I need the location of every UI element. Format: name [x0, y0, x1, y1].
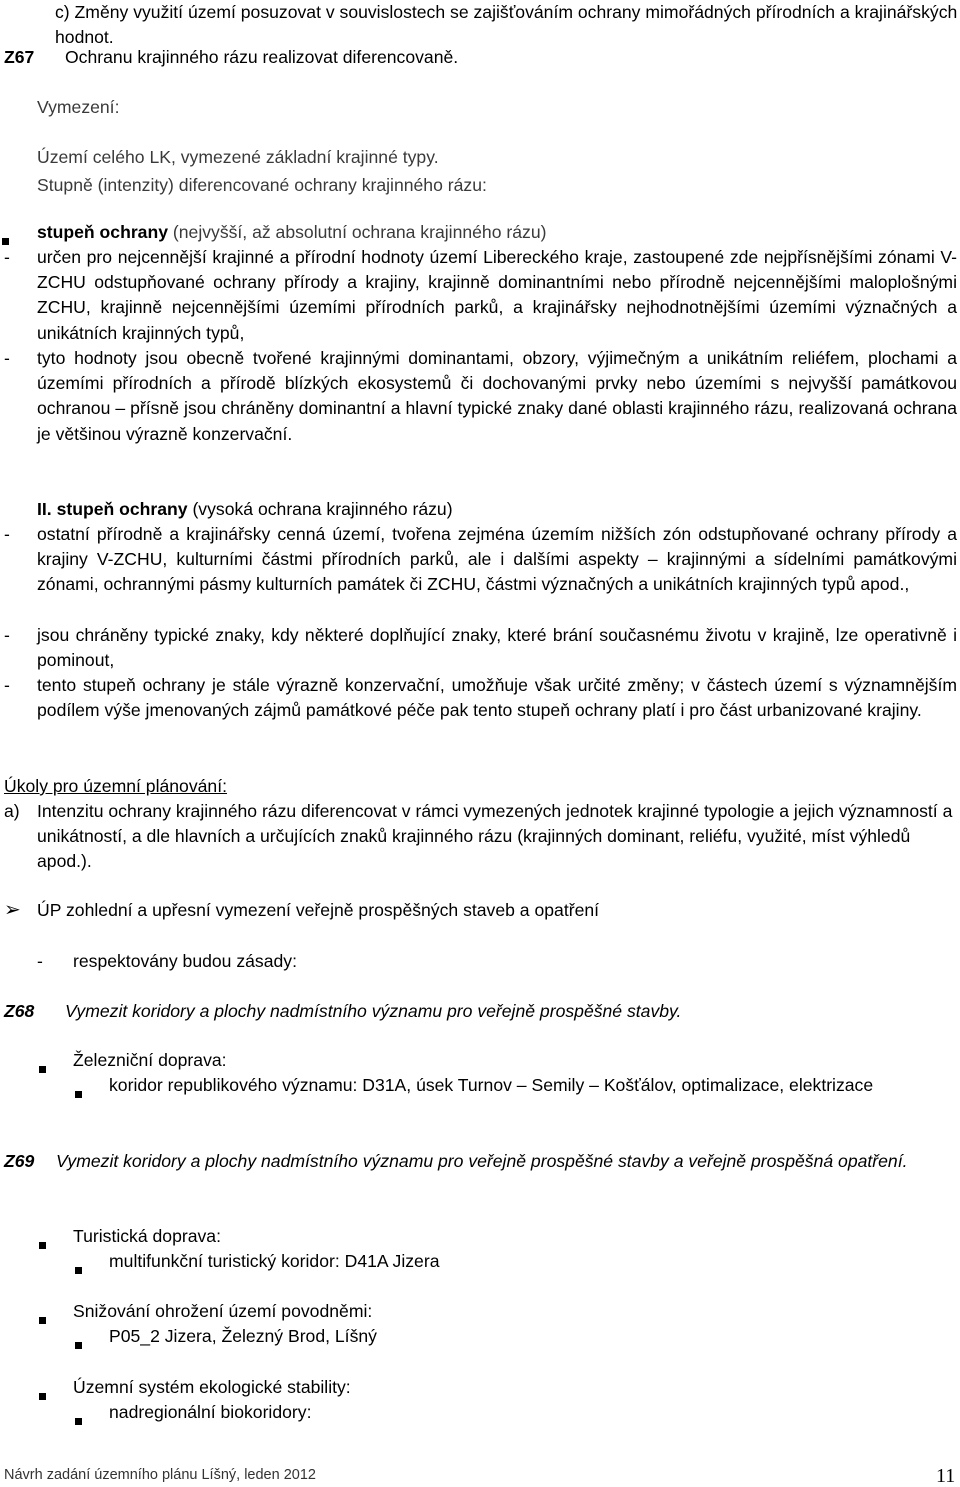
- tasks-label: Úkoly pro územní plánování:: [4, 776, 227, 796]
- z67-text: Ochranu krajinného rázu realizovat diferencovaně.: [65, 47, 459, 67]
- level2-dash3: tento stupeň ochrany je stále výrazně konzervační, umožňuje však určité změny; v částech území s významnějším podílem výše jmenovaných zájmů památkové péče pak tento stupeň ochrany platí i pro část urbanizované krajiny.: [37, 675, 957, 721]
- square-bullet-icon: [39, 1066, 46, 1073]
- level1-title-bold: stupeň ochrany: [37, 222, 168, 242]
- rail-item: koridor republikového významu: D31A, úsek Turnov – Semily – Košťálov, optimalizace, elektrizace: [109, 1075, 874, 1095]
- level1-title: [37, 220, 957, 245]
- vymezeni-label: Vymezení:: [37, 97, 120, 117]
- square-bullet-icon: [75, 1091, 82, 1098]
- rail-item-bullet: [75, 1080, 82, 1105]
- rail-label: Železniční doprava:: [73, 1050, 227, 1070]
- level2-title: [37, 497, 957, 522]
- page-number: 11: [936, 1465, 956, 1487]
- footer-text: Návrh zadání územního plánu Líšný, leden 2012: [4, 1467, 316, 1483]
- square-bullet-icon: [39, 1242, 46, 1249]
- z68-code: Z68: [4, 1001, 35, 1021]
- dash-marker: -: [4, 348, 10, 368]
- dash-marker: -: [4, 524, 10, 544]
- eco-item: nadregionální biokoridory:: [109, 1402, 312, 1422]
- level1-title-rest: (nejvyšší, až absolutní ochrana krajinného rázu): [168, 222, 547, 242]
- dash-marker: -: [4, 675, 10, 695]
- dash-marker: -: [4, 247, 10, 267]
- tourist-item: multifunkční turistický koridor: D41A Jizera: [109, 1251, 440, 1271]
- level2-numeral: II.: [37, 499, 52, 519]
- arrow-bullet-icon: ➢: [4, 899, 21, 921]
- flood-label: Snižování ohrožení území povodněmi:: [73, 1301, 373, 1321]
- eco-label: Územní systém ekologické stability:: [73, 1377, 351, 1397]
- tourist-bullet: [39, 1231, 46, 1256]
- dash-marker: -: [37, 951, 43, 971]
- c-item: [55, 0, 958, 50]
- level2-dash2: jsou chráněny typické znaky, kdy některé doplňující znaky, které brání současnému životu v krajině, lze operativně i pominout,: [37, 625, 957, 671]
- flood-item: P05_2 Jizera, Železný Brod, Líšný: [109, 1326, 377, 1346]
- level2-title-rest: (vysoká ochrana krajinného rázu): [187, 499, 453, 519]
- level2-title-bold: stupeň ochrany: [56, 499, 188, 519]
- vymezeni-text: Území celého LK, vymezené základní krajinné typy.: [37, 147, 439, 167]
- eco-item-bullet: [75, 1407, 82, 1432]
- eco-bullet: [39, 1382, 46, 1407]
- rail-bullet: [39, 1055, 46, 1080]
- tasks-a-text: Intenzitu ochrany krajinného rázu diferencovat v rámci vymezených jednotek krajinné typologie a jejich významností a unikátností, a dle hlavních a určujících znaků krajinného rázu (krajinných dominant, reliéfu, využité, míst výhledů apod.).: [37, 801, 953, 872]
- square-bullet-icon: [39, 1317, 46, 1324]
- z69-code: Z69: [4, 1151, 35, 1171]
- z69-text: Vymezit koridory a plochy nadmístního významu pro veřejně prospěšné stavby a veřejně prospěšná opatření.: [56, 1151, 908, 1171]
- level1-dash1: určen pro nejcennější krajinné a přírodní hodnoty území Libereckého kraje, zastoupené zde nejpřísnějšími zónami V-ZCHU odstupňované ochrany přírody a krajiny, krajinně dominantními nebo přírodně nejcennějšími maloplošnými ZCHU, krajinně nejcennějšími územími přírodních parků, a krajinářsky nejhodnotnějšími územími význačných a unikátních krajinných typů,: [37, 247, 957, 343]
- level1-dash2: tyto hodnoty jsou obecně tvořené krajinnými dominantami, obzory, výjimečným a unikátním reliéfem, plochami a územími přírodních a přírodě blízkých ekosystemů či dochovanými prvky nebo územími s nejvyšší památkovou ochranou – přísně jsou chráněny dominantní a hlavní typické znaky dané oblasti krajinného rázu, realizovaná ochrana je většinou výrazně konzervační.: [37, 348, 957, 444]
- up-dash-text: respektovány budou zásady:: [73, 951, 297, 971]
- up-text: ÚP zohlední a upřesní vymezení veřejně prospěšných staveb a opatření: [37, 900, 600, 920]
- z68-text: Vymezit koridory a plochy nadmístního významu pro veřejně prospěšné stavby.: [65, 1001, 682, 1021]
- flood-bullet: [39, 1306, 46, 1331]
- tourist-item-bullet: [75, 1256, 82, 1281]
- stupne-label: Stupně (intenzity) diferencované ochrany krajinného rázu:: [37, 175, 487, 195]
- z67-code: Z67: [4, 47, 35, 67]
- c-item-text: c) Změny využití území posuzovat v souvislostech se zajišťováním ochrany mimořádných přírodních a krajinářských hodnot.: [55, 2, 958, 48]
- dash-marker: -: [4, 625, 10, 645]
- flood-item-bullet: [75, 1331, 82, 1356]
- level2-dash1: ostatní přírodně a krajinářsky cenná území, tvořena zejména územím nižších zón odstupňované ochrany přírody a krajiny V-ZCHU, kulturními částmi přírodních parků, ale i dalšími aspekty – krajinnými a sídelními památkovými zónami, ochrannými pásmy kulturních památek či ZCHU, částmi význačných a unikátních krajinných typů apod.,: [37, 524, 957, 595]
- tourist-label: Turistická doprava:: [73, 1226, 221, 1246]
- square-bullet-icon: [75, 1342, 82, 1349]
- square-bullet-icon: [75, 1418, 82, 1425]
- square-bullet-icon: [75, 1267, 82, 1274]
- square-bullet-icon: [2, 238, 9, 245]
- tasks-a-marker: a): [4, 801, 20, 821]
- square-bullet-icon: [39, 1393, 46, 1400]
